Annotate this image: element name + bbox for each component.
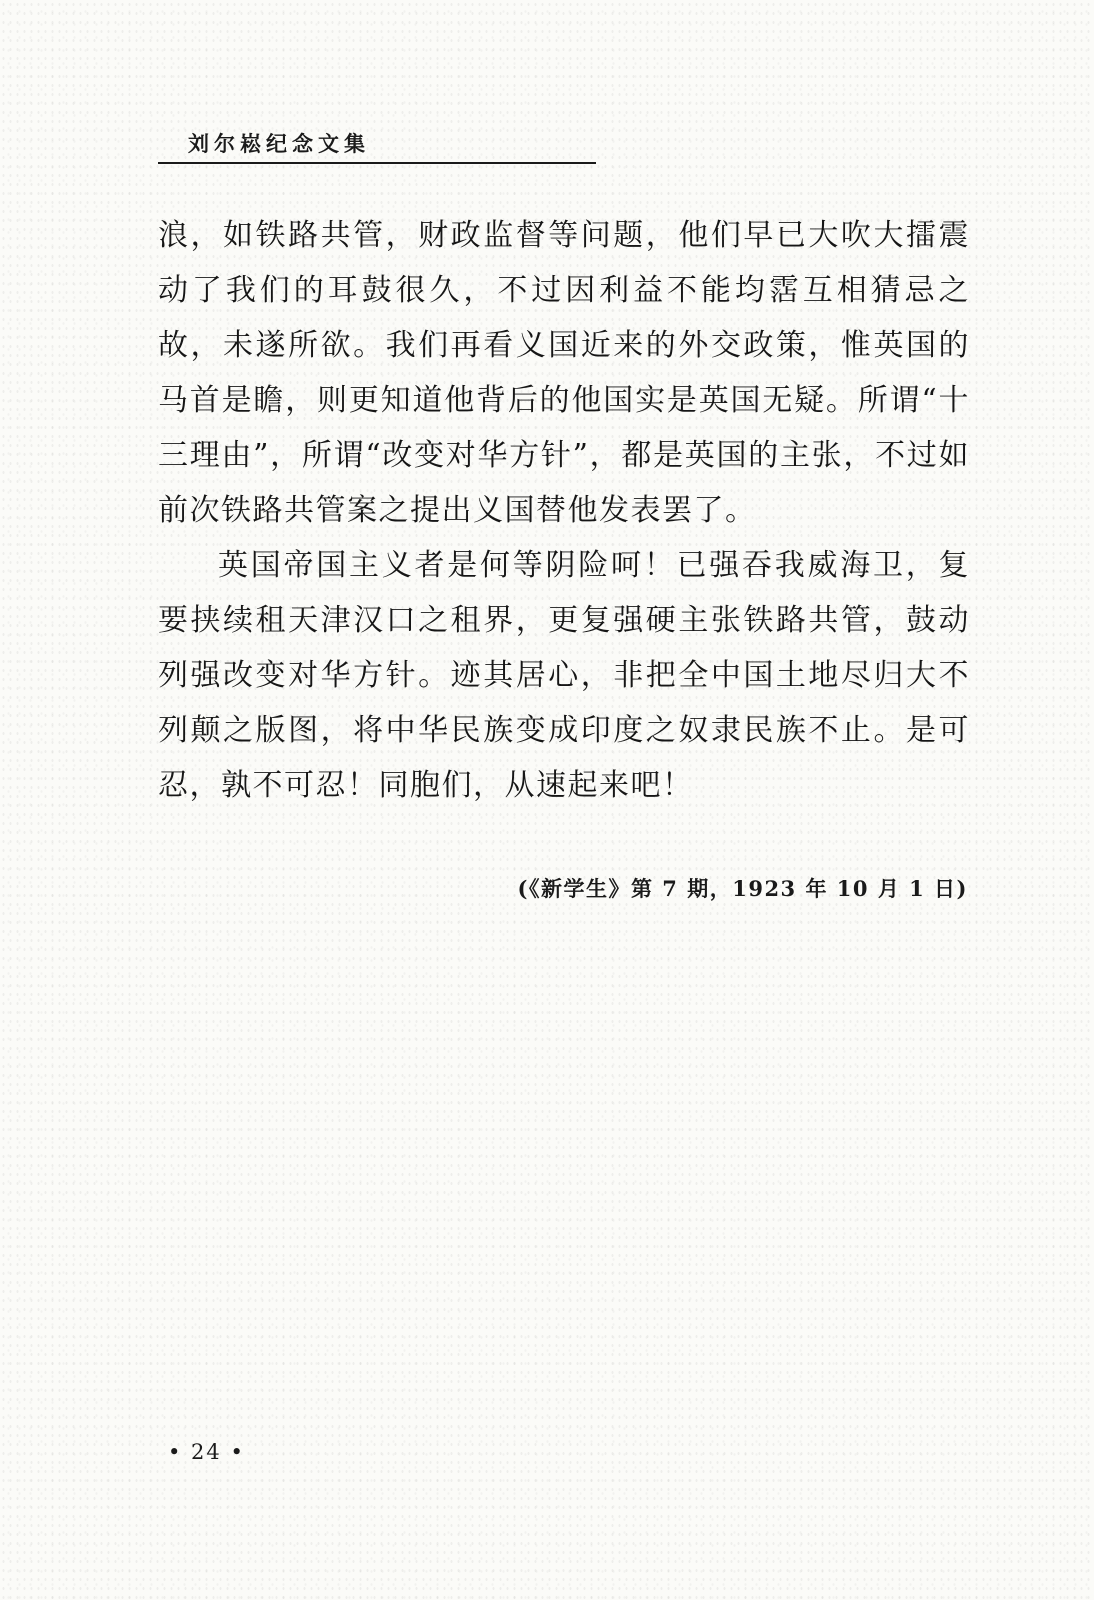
paragraph-continued: 浪，如铁路共管，财政监督等问题，他们早已大吹大擂震动了我们的耳鼓很久，不过因利益不能均霑互相猜忌之故，未遂所欲。我们再看义国近来的外交政策，惟英国的马首是瞻，则更知道他背后的他国实是英国无疑。所谓“十三理由”，所谓“改变对华方针”，都是英国的主张，不过如前次铁路共管案之提出义国替他发表罢了。	[158, 218, 970, 528]
running-header: 刘尔崧纪念文集	[188, 131, 370, 156]
header-rule	[158, 162, 596, 164]
body-text	[158, 208, 970, 813]
source-citation: (《新学生》第 7 期，1923 年 10 月 1 日)	[517, 876, 968, 901]
page-number: • 24 •	[168, 1440, 245, 1464]
paragraph: 英国帝国主义者是何等阴险呵！已强吞我威海卫，复要挟续租天津汉口之租界，更复强硬主张铁路共管，鼓动列强改变对华方针。迹其居心，非把全中国土地尽归大不列颠之版图，将中华民族变成印度之奴隶民族不止。是可忍，孰不可忍！同胞们，从速起来吧！	[158, 548, 970, 803]
